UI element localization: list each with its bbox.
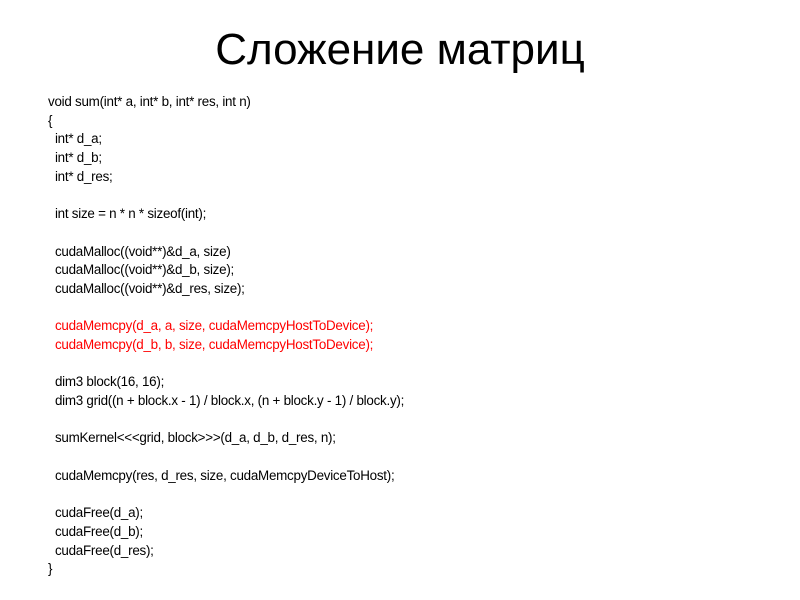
code-line: sumKernel<<<grid, block>>>(d_a, d_b, d_res, n);: [48, 430, 336, 446]
code-line: cudaMalloc((void**)&d_b, size);: [48, 262, 234, 278]
code-line: cudaFree(d_res);: [48, 542, 154, 558]
code-line: void sum(int* a, int* b, int* res, int n): [48, 94, 251, 109]
code-line: int* d_b;: [48, 150, 102, 166]
code-line: cudaFree(d_b);: [48, 523, 143, 539]
code-line: cudaMalloc((void**)&d_a, size): [48, 243, 231, 259]
code-line: [48, 411, 788, 430]
code-line-highlighted: cudaMemcpy(d_a, a, size, cudaMemcpyHostToDevice);: [48, 318, 374, 334]
code-line: }: [48, 561, 53, 577]
code-line: [48, 299, 788, 318]
code-line: int* d_a;: [48, 131, 102, 147]
code-line: cudaMalloc((void**)&d_res, size);: [48, 280, 245, 296]
code-line: cudaFree(d_a);: [48, 505, 143, 521]
code-line: [48, 224, 788, 243]
code-line: [48, 448, 788, 467]
code-line: [48, 485, 788, 504]
code-line: [48, 355, 788, 374]
code-block: [48, 93, 788, 579]
code-line: [48, 186, 788, 205]
code-line: cudaMemcpy(res, d_res, size, cudaMemcpyDeviceToHost);: [48, 467, 395, 483]
slide-title: Сложение матриц: [215, 25, 585, 74]
code-line-highlighted: cudaMemcpy(d_b, b, size, cudaMemcpyHostToDevice);: [48, 336, 374, 352]
code-line: {: [48, 112, 53, 128]
code-line: int* d_res;: [48, 168, 113, 184]
code-line: int size = n * n * sizeof(int);: [48, 206, 207, 222]
code-line: dim3 block(16, 16);: [48, 374, 165, 390]
code-line: dim3 grid((n + block.x - 1) / block.x, (n + block.y - 1) / block.y);: [48, 393, 405, 408]
